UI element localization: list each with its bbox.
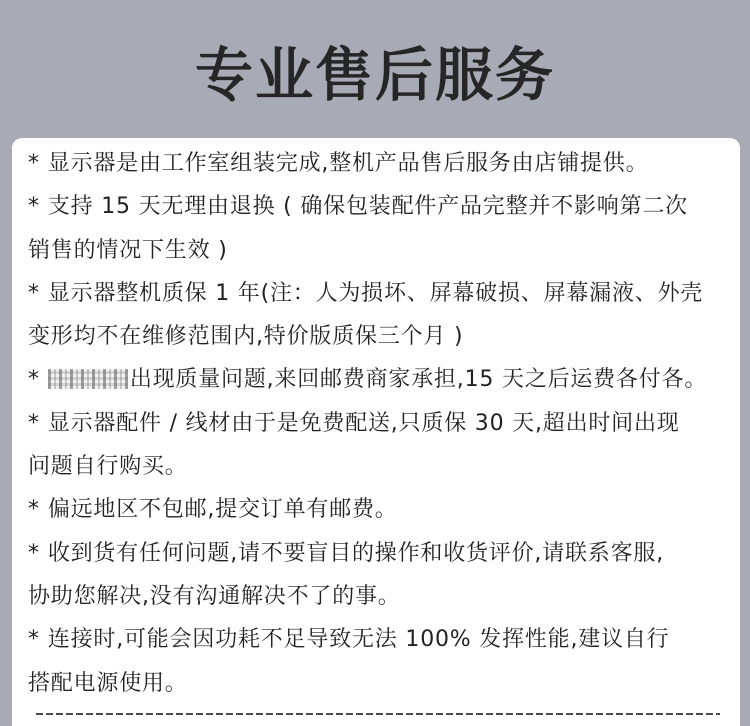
note-text: 显示器整机质保 1 年(注：人为损坏、屏幕破损、屏幕漏液、外壳 — [47, 280, 704, 306]
note-5-line-1 — [28, 402, 728, 445]
note-text: 显示器配件 / 线材由于是免费配送,只质保 30 天,超出时间出现 — [47, 410, 680, 436]
note-4-line-1 — [28, 358, 728, 401]
note-text: 销售的情况下生效 ) — [28, 237, 228, 263]
note-text: 收到货有任何问题,请不要盲目的操作和收货评价,请联系客服, — [47, 540, 664, 566]
note-5-line-2 — [28, 445, 728, 488]
notes-list — [28, 142, 728, 705]
bullet: * — [28, 627, 40, 653]
note-text: 出现质量问题,来回邮费商家承担,15 天之后运费各付各。 — [129, 367, 708, 393]
note-8-line-2 — [28, 662, 728, 705]
note-text: 问题自行购买。 — [28, 454, 188, 480]
note-7-line-2 — [28, 575, 728, 618]
note-text: 变形均不在维修范围内,特价版质保三个月 ) — [28, 324, 464, 350]
bullet: * — [28, 410, 40, 436]
redacted-text-mosaic — [48, 369, 128, 389]
bullet: * — [28, 194, 40, 220]
note-2-line-1 — [28, 185, 728, 228]
bullet: * — [28, 151, 40, 176]
note-2-line-2 — [28, 229, 728, 272]
dashed-divider — [36, 713, 720, 715]
note-3-line-1 — [28, 272, 728, 315]
note-1-line-1 — [28, 142, 728, 185]
note-7-line-1 — [28, 532, 728, 575]
bullet: * — [28, 497, 40, 523]
note-text: 偏远地区不包邮,提交订单有邮费。 — [47, 497, 398, 523]
bullet: * — [28, 540, 40, 566]
note-text: 连接时,可能会因功耗不足导致无法 100% 发挥性能,建议自行 — [47, 627, 670, 653]
note-8-line-1 — [28, 618, 728, 661]
note-text: 协助您解决,没有沟通解决不了的事。 — [28, 583, 401, 609]
note-text: 显示器是由工作室组装完成,整机产品售后服务由店铺提供。 — [47, 151, 649, 176]
note-text: 搭配电源使用。 — [28, 670, 188, 696]
after-sales-notes-card — [12, 138, 740, 726]
bullet: * — [28, 367, 40, 393]
page-title: 专业售后服务 — [194, 41, 555, 109]
note-3-line-2 — [28, 315, 728, 358]
note-6-line-1 — [28, 488, 728, 531]
bullet: * — [28, 280, 40, 306]
note-text: 支持 15 天无理由退换 ( 确保包装配件产品完整并不影响第二次 — [47, 194, 688, 220]
